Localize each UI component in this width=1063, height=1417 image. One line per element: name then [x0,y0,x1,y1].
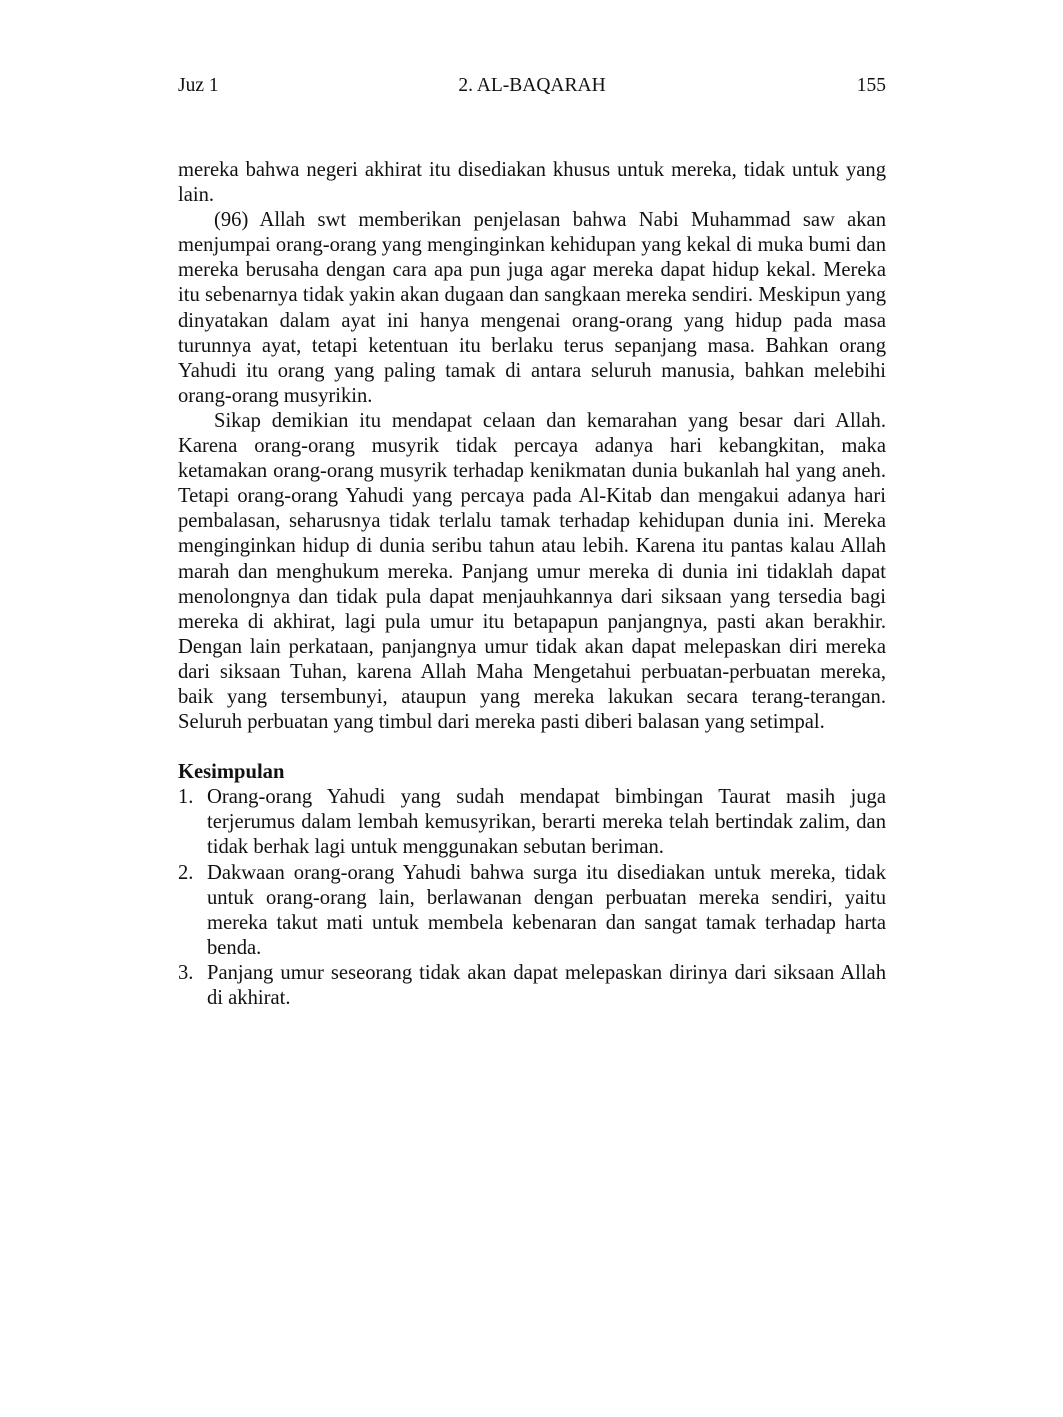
page-body [178,158,886,1011]
paragraph-continuation: mereka bahwa negeri akhirat itu disediakan khusus untuk mereka, tidak untuk yang lain. [178,159,886,207]
running-header [178,72,886,100]
paragraph-explanation: Sikap demikian itu mendapat celaan dan kemarahan yang besar dari Allah. Karena orang-orang musyrik tidak percaya adanya hari kebangkitan, maka ketamakan orang-orang musyrik terhadap kenikmatan dunia bukanlah hal yang aneh. Tetapi orang-orang Yahudi yang percaya pada Al-Kitab dan mengakui adanya hari pembalasan, seharusnya tidak terlalu tamak terhadap kehidupan dunia ini. Mereka menginginkan hidup di dunia seribu tahun atau lebih. Karena itu pantas kalau Allah marah dan menghukum mereka. Panjang umur mereka di dunia ini tidaklah dapat menolongnya dan tidak pula dapat menjauhkannya dari siksaan yang tersedia bagi mereka di akhirat, lagi pula umur itu betapapun panjangnya, pasti akan berakhir. Dengan lain perkataan, panjangnya umur tidak akan dapat melepaskan diri mereka dari siksaan Tuhan, karena Allah Maha Mengetahui perbuatan-perbuatan mereka, baik yang tersembunyi, ataupun yang mereka lakukan secara terang-terangan. Seluruh perbuatan yang timbul dari mereka pasti diberi balasan yang setimpal. [178,409,886,734]
list-item-number: 2. [178,861,194,884]
list-item-number: 3. [178,961,194,984]
list-item-text: Orang-orang Yahudi yang sudah mendapat bimbingan Taurat masih juga terjerumus dalam lembah kemusyrikan, berarti mereka telah bertindak zalim, dan tidak berhak lagi untuk menggunakan sebutan beriman. [207,786,886,859]
paragraph-verse-96: (96) Allah swt memberikan penjelasan bahwa Nabi Muhammad saw akan menjumpai orang-orang yang menginginkan kehidupan yang kekal di muka bumi dan mereka berusaha dengan cara apa pun juga agar mereka dapat hidup kekal. Mereka itu sebenarnya tidak yakin akan dugaan dan sangkaan mereka sendiri. Meskipun yang dinyatakan dalam ayat ini hanya mengenai orang-orang yang hidup pada masa turunnya ayat, tetapi ketentuan itu berlaku terus sepanjang masa. Bahkan orang Yahudi itu orang yang paling tamak di antara seluruh manusia, bahkan melebihi orang-orang musyrikin. [178,209,886,407]
list-item-number: 1. [178,786,194,809]
list-item [178,785,886,860]
juz-label: Juz 1 [178,75,219,96]
list-item [178,861,886,961]
chapter-title: 2. AL-BAQARAH [458,75,606,96]
page-number: 155 [856,75,886,96]
list-item [178,961,886,1011]
list-item-text: Dakwaan orang-orang Yahudi bahwa surga itu disediakan untuk mereka, tidak untuk orang-orang lain, berlawanan dengan perbuatan mereka sendiri, yaitu mereka takut mati untuk membela kebenaran dan sangat tamak terhadap harta benda. [207,861,886,959]
conclusion-list [178,785,886,1011]
conclusion-heading: Kesimpulan [178,761,285,784]
list-item-text: Panjang umur seseorang tidak akan dapat melepaskan dirinya dari siksaan Allah di akhirat. [207,961,886,1009]
